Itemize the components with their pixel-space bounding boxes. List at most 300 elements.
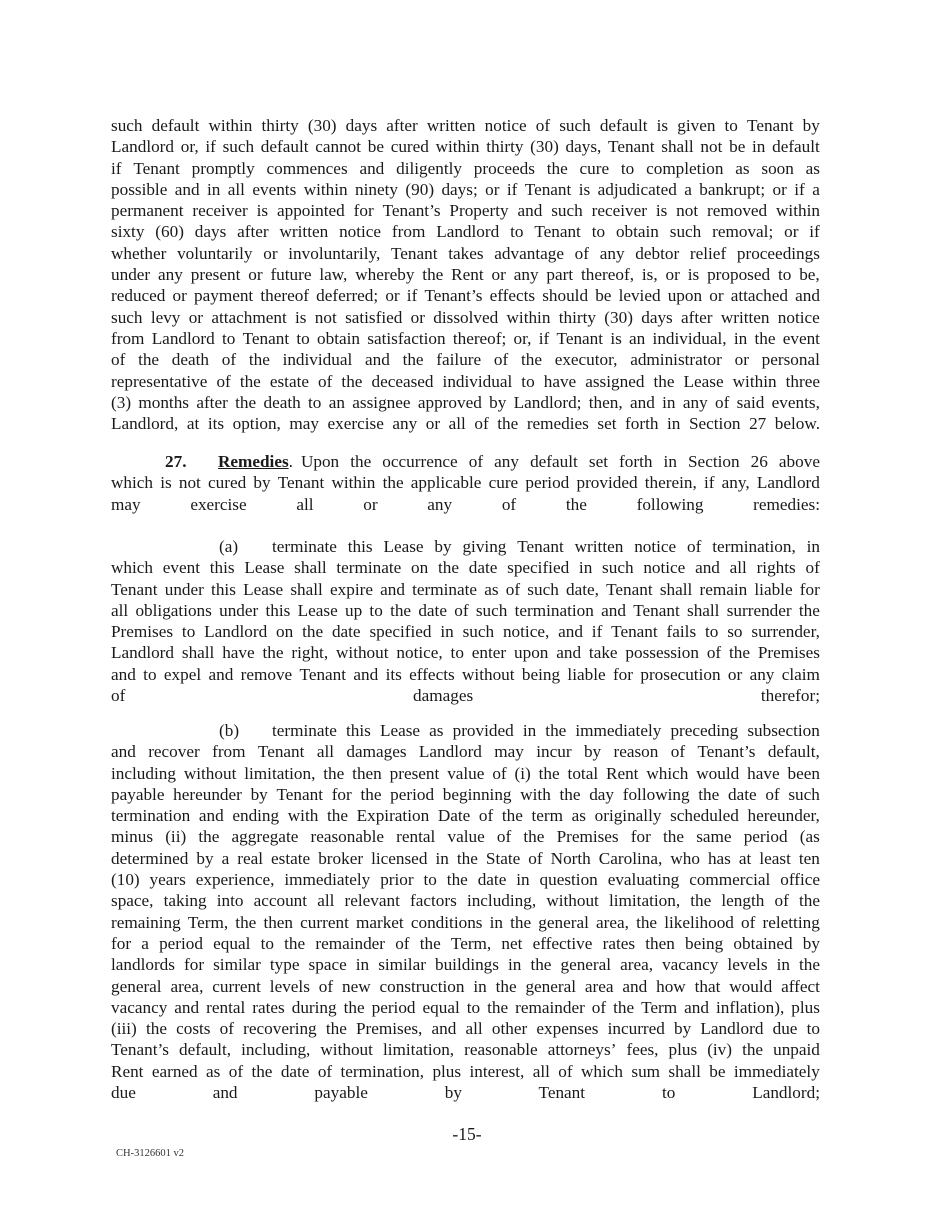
- word: the: [350, 452, 372, 471]
- word: Lease: [297, 600, 338, 620]
- word: fees,: [626, 1040, 659, 1060]
- word: default: [772, 137, 820, 157]
- word: Landlord;: [513, 392, 582, 412]
- section-27-paragraph: [111, 451, 820, 515]
- word: involuntarily,: [288, 243, 381, 263]
- word: in: [776, 955, 790, 975]
- page-number: -15-: [452, 1124, 482, 1144]
- word: the: [559, 784, 581, 804]
- word: conditions: [410, 912, 483, 932]
- word: such: [462, 622, 495, 642]
- word: period: [371, 997, 416, 1017]
- word: following: [622, 784, 690, 804]
- word: enter: [471, 643, 507, 663]
- word: of: [496, 827, 512, 847]
- word: the: [239, 371, 261, 391]
- word: be: [709, 1061, 726, 1081]
- word: by: [583, 742, 602, 762]
- word: Tenant: [390, 243, 438, 263]
- word: the: [325, 1019, 347, 1039]
- text-line: [111, 741, 820, 762]
- word: being: [521, 664, 561, 684]
- word: such: [111, 307, 143, 327]
- word: under: [164, 579, 204, 599]
- word: and: [684, 997, 709, 1017]
- word: written: [720, 307, 770, 327]
- word: term: [531, 806, 564, 826]
- word: under: [219, 600, 259, 620]
- word: removed: [707, 201, 768, 221]
- word: Date: [437, 806, 471, 826]
- word: any: [682, 392, 708, 412]
- word: receiver: [192, 201, 248, 221]
- word: due: [772, 1019, 798, 1039]
- word: recovering: [243, 1019, 317, 1039]
- word: type: [269, 955, 300, 975]
- word: take: [588, 643, 618, 663]
- word: or: [172, 286, 187, 306]
- word: attachment: [211, 307, 287, 327]
- word: future: [270, 265, 312, 285]
- word: within: [776, 201, 820, 221]
- word: of: [558, 1061, 573, 1081]
- word: market: [355, 912, 404, 932]
- word: space,: [111, 891, 154, 911]
- word: date: [418, 600, 447, 620]
- word: the: [798, 600, 820, 620]
- word: area,: [620, 955, 654, 975]
- text-line: [111, 890, 820, 911]
- word: immediately: [575, 721, 662, 740]
- word: of: [111, 350, 126, 370]
- word: period: [390, 784, 435, 804]
- word: Tenant’s: [697, 742, 756, 762]
- word: the: [523, 827, 545, 847]
- word: so: [727, 622, 743, 642]
- word: and: [174, 179, 200, 199]
- word: of: [574, 243, 589, 263]
- word: question: [539, 870, 598, 890]
- word: given: [677, 116, 716, 135]
- word: to: [591, 222, 606, 242]
- word: Upon: [300, 452, 340, 471]
- word: of: [528, 848, 543, 868]
- subsection-b-paragraph: [111, 720, 820, 1103]
- word: incur: [536, 742, 572, 762]
- word: the: [501, 806, 523, 826]
- word: to: [221, 328, 236, 348]
- word: an: [629, 328, 646, 348]
- word: has: [707, 848, 731, 868]
- word: this: [347, 537, 373, 556]
- word: notice,: [502, 622, 550, 642]
- word: deferred;: [316, 286, 379, 306]
- word: possible: [111, 179, 168, 199]
- word: its: [385, 664, 402, 684]
- word: date: [280, 1061, 310, 1081]
- word: as: [735, 158, 750, 178]
- word: current: [212, 976, 261, 996]
- word: terminate: [336, 558, 402, 578]
- text-line: [111, 115, 820, 136]
- word: value: [447, 827, 485, 847]
- word: vacancy: [662, 955, 719, 975]
- word: to: [296, 328, 310, 348]
- word: specified: [507, 558, 570, 578]
- word: and: [517, 201, 543, 221]
- word: diligently: [396, 158, 462, 178]
- word: such: [669, 222, 702, 242]
- word: to: [705, 622, 719, 642]
- word: provided: [452, 721, 514, 740]
- word: effective: [532, 933, 593, 953]
- word: of: [478, 806, 494, 826]
- word: or,: [180, 137, 199, 157]
- word: on: [411, 558, 429, 578]
- word: the: [262, 643, 284, 663]
- word: thereof: [260, 286, 310, 306]
- word: then: [263, 912, 294, 932]
- word: Landlord: [111, 137, 175, 157]
- word: cure: [488, 473, 519, 493]
- word: said: [736, 392, 765, 412]
- word: up: [344, 600, 363, 620]
- word: determined: [111, 848, 189, 868]
- word: with: [520, 784, 551, 804]
- word: payable: [111, 784, 165, 804]
- word: any,: [721, 473, 750, 493]
- word: notice: [643, 558, 686, 578]
- word: length: [721, 891, 765, 911]
- word: reason: [613, 742, 659, 762]
- word: of: [228, 1061, 244, 1081]
- word: notice: [634, 537, 677, 556]
- word: date: [477, 870, 507, 890]
- word: days;: [441, 179, 478, 199]
- word: rental: [396, 827, 436, 847]
- word: to: [450, 643, 464, 663]
- word: liable: [567, 664, 606, 684]
- word: the: [698, 784, 720, 804]
- word: the: [613, 997, 635, 1017]
- word: or: [734, 350, 749, 370]
- word: events,: [771, 392, 820, 412]
- word: the: [390, 600, 412, 620]
- word: satisfied: [345, 307, 403, 327]
- text-line: [111, 933, 820, 954]
- word: from: [212, 742, 246, 762]
- word: the: [636, 912, 658, 932]
- word: value: [447, 763, 485, 783]
- word: landlords: [111, 955, 175, 975]
- word: would: [696, 763, 740, 783]
- word: not: [178, 473, 201, 493]
- word: of: [591, 997, 607, 1017]
- word: thereof;: [452, 328, 507, 348]
- word: plus: [432, 1061, 462, 1081]
- text-line: [111, 1061, 820, 1082]
- word: or: [709, 286, 724, 306]
- word: of: [670, 742, 686, 762]
- word: same: [696, 827, 732, 847]
- word: such: [559, 116, 591, 135]
- word: date: [727, 784, 757, 804]
- word: is: [295, 307, 307, 327]
- word: attached: [730, 286, 788, 306]
- word: Landlord: [700, 1019, 764, 1039]
- word: and: [629, 392, 655, 412]
- word: (as: [799, 827, 820, 847]
- word: the: [545, 721, 567, 740]
- word: Tenant’s: [111, 1040, 169, 1060]
- word: Tenant: [611, 622, 658, 642]
- word: without: [462, 664, 515, 684]
- word: notice: [484, 116, 527, 135]
- word: levels: [727, 955, 768, 975]
- word: Term,: [450, 933, 492, 953]
- word: surrender: [726, 600, 792, 620]
- word: Term,: [187, 912, 229, 932]
- word: is: [160, 473, 172, 493]
- word: subsection: [747, 721, 820, 740]
- word: originally: [594, 806, 662, 826]
- word: general: [111, 976, 162, 996]
- word: (30): [604, 307, 633, 327]
- section-title-period: .: [288, 452, 293, 471]
- text-line: [111, 371, 820, 392]
- word: for: [111, 933, 132, 953]
- word: remove: [240, 664, 293, 684]
- word: the: [382, 473, 404, 493]
- word: general: [560, 955, 612, 975]
- word: Landlord: [418, 742, 482, 762]
- word: completion: [646, 158, 724, 178]
- subsection-b-first-line: [111, 720, 820, 741]
- word: notice: [777, 307, 820, 327]
- word: such: [111, 116, 143, 135]
- word: Tenant’s: [382, 201, 441, 221]
- word: for: [799, 579, 820, 599]
- word: claim: [781, 664, 820, 684]
- word: affect: [781, 976, 820, 996]
- word: of: [221, 350, 237, 370]
- word: the: [145, 1019, 167, 1039]
- word: the: [798, 955, 820, 975]
- word: the: [198, 827, 220, 847]
- word: Landlord: [111, 643, 175, 663]
- word: being: [685, 933, 724, 953]
- word: and: [111, 664, 136, 684]
- word: equal: [422, 997, 460, 1017]
- word: the: [754, 328, 776, 348]
- word: Tenant: [747, 116, 794, 135]
- word: North: [550, 848, 591, 868]
- section-27-lines: [111, 472, 820, 515]
- word: a: [684, 179, 692, 199]
- word: sum: [631, 1061, 661, 1081]
- word: damages: [346, 742, 407, 762]
- word: vacancy: [111, 997, 168, 1017]
- word: upon: [514, 643, 549, 663]
- word: beginning: [442, 784, 512, 804]
- word: prosecution: [640, 664, 721, 684]
- word: remaining: [111, 912, 181, 932]
- word: written: [574, 537, 624, 556]
- word: adjudicated: [597, 179, 677, 199]
- word: plus: [791, 997, 820, 1017]
- word: set: [588, 452, 608, 471]
- word: the: [653, 371, 675, 391]
- text-line: [111, 221, 820, 242]
- word: in: [508, 955, 522, 975]
- word: if: [205, 137, 216, 157]
- word: and: [556, 643, 582, 663]
- word: limitation,: [382, 1040, 455, 1060]
- word: in: [662, 392, 676, 412]
- word: the: [235, 392, 257, 412]
- word: personal: [761, 350, 820, 370]
- word: shall: [294, 558, 327, 578]
- text-line: [111, 243, 820, 264]
- word: experience,: [195, 870, 275, 890]
- word: the: [520, 350, 542, 370]
- word: the: [729, 643, 751, 663]
- word: expel: [163, 664, 202, 684]
- word: default,: [179, 1040, 232, 1060]
- word: this: [209, 558, 235, 578]
- word: if: [794, 179, 805, 199]
- word: such: [475, 600, 508, 620]
- word: (iv): [707, 1040, 733, 1060]
- word: new: [341, 976, 371, 996]
- word: Rent: [111, 1061, 144, 1081]
- word: by: [434, 537, 452, 556]
- word: in: [206, 179, 221, 199]
- word: obligations: [135, 600, 212, 620]
- word: to: [521, 371, 535, 391]
- word: immediately: [284, 870, 371, 890]
- text-line: may exercise all or any of the following remedies:: [111, 494, 820, 514]
- word: Premises: [556, 827, 619, 847]
- word: prior: [380, 870, 414, 890]
- word: including,: [241, 1040, 311, 1060]
- word: Property: [449, 201, 509, 221]
- word: remain: [699, 579, 748, 599]
- subsection-b-lines: [111, 741, 820, 1103]
- word: death: [171, 350, 210, 370]
- word: such: [527, 579, 559, 599]
- text-line: [111, 472, 820, 493]
- word: such: [602, 558, 634, 578]
- word: as: [484, 579, 499, 599]
- word: area,: [596, 912, 629, 932]
- word: receiver: [591, 201, 647, 221]
- word: during: [291, 997, 337, 1017]
- word: licensed: [371, 848, 428, 868]
- word: to: [510, 222, 524, 242]
- word: applicable: [410, 473, 482, 493]
- word: present: [190, 265, 241, 285]
- word: the: [495, 976, 517, 996]
- word: Tenant: [299, 664, 347, 684]
- word: plus: [668, 1040, 698, 1060]
- word: expire: [330, 579, 373, 599]
- word: sixty: [111, 222, 145, 242]
- word: if: [506, 179, 518, 199]
- text-line: [111, 763, 820, 784]
- word: by: [250, 784, 268, 804]
- word: thirty: [261, 116, 299, 135]
- word: which: [646, 763, 689, 783]
- word: Tenant: [257, 742, 305, 762]
- word: of: [216, 371, 231, 391]
- word: in: [440, 622, 454, 642]
- word: by: [489, 392, 507, 412]
- word: cannot: [315, 137, 362, 157]
- word: specified: [369, 622, 432, 642]
- word: Tenant’s: [424, 286, 483, 306]
- word: and: [558, 622, 583, 642]
- word: relief: [689, 243, 727, 263]
- word: not: [676, 201, 699, 221]
- word: effects: [489, 286, 536, 306]
- text-line: [111, 264, 820, 285]
- word: if: [703, 473, 715, 493]
- text-line: [111, 848, 820, 869]
- word: default: [260, 137, 309, 157]
- word: promptly: [191, 158, 255, 178]
- word: as: [805, 158, 820, 178]
- word: present: [389, 763, 440, 783]
- word: as: [429, 721, 444, 740]
- word: obtain: [615, 222, 659, 242]
- word: days: [194, 222, 227, 242]
- word: and: [353, 664, 379, 684]
- section-27-first-line-text: [301, 451, 820, 472]
- word: or: [665, 265, 680, 285]
- word: reletting: [762, 912, 820, 932]
- word: period: [525, 473, 570, 493]
- word: hereunder,: [747, 806, 820, 826]
- word: buildings: [434, 955, 499, 975]
- word: soon: [761, 158, 794, 178]
- word: cured: [208, 473, 247, 493]
- word: date: [468, 558, 498, 578]
- text-line: [111, 621, 820, 642]
- word: the: [138, 350, 160, 370]
- word: within: [435, 137, 480, 157]
- word: above: [778, 452, 820, 471]
- word: events: [252, 179, 297, 199]
- word: total: [567, 763, 599, 783]
- word: minus: [111, 827, 154, 847]
- word: advantage: [494, 243, 564, 263]
- word: within: [208, 116, 253, 135]
- word: Tenant: [242, 328, 290, 348]
- word: shall: [687, 600, 720, 620]
- word: of: [219, 1019, 234, 1039]
- word: for: [630, 827, 651, 847]
- word: days: [345, 116, 378, 135]
- word: from: [111, 328, 145, 348]
- word: to: [423, 870, 437, 890]
- word: this: [211, 579, 236, 599]
- word: space: [308, 955, 347, 975]
- word: individual,: [652, 328, 727, 348]
- word: general: [525, 976, 577, 996]
- word: and: [365, 350, 390, 370]
- word: including,: [466, 891, 537, 911]
